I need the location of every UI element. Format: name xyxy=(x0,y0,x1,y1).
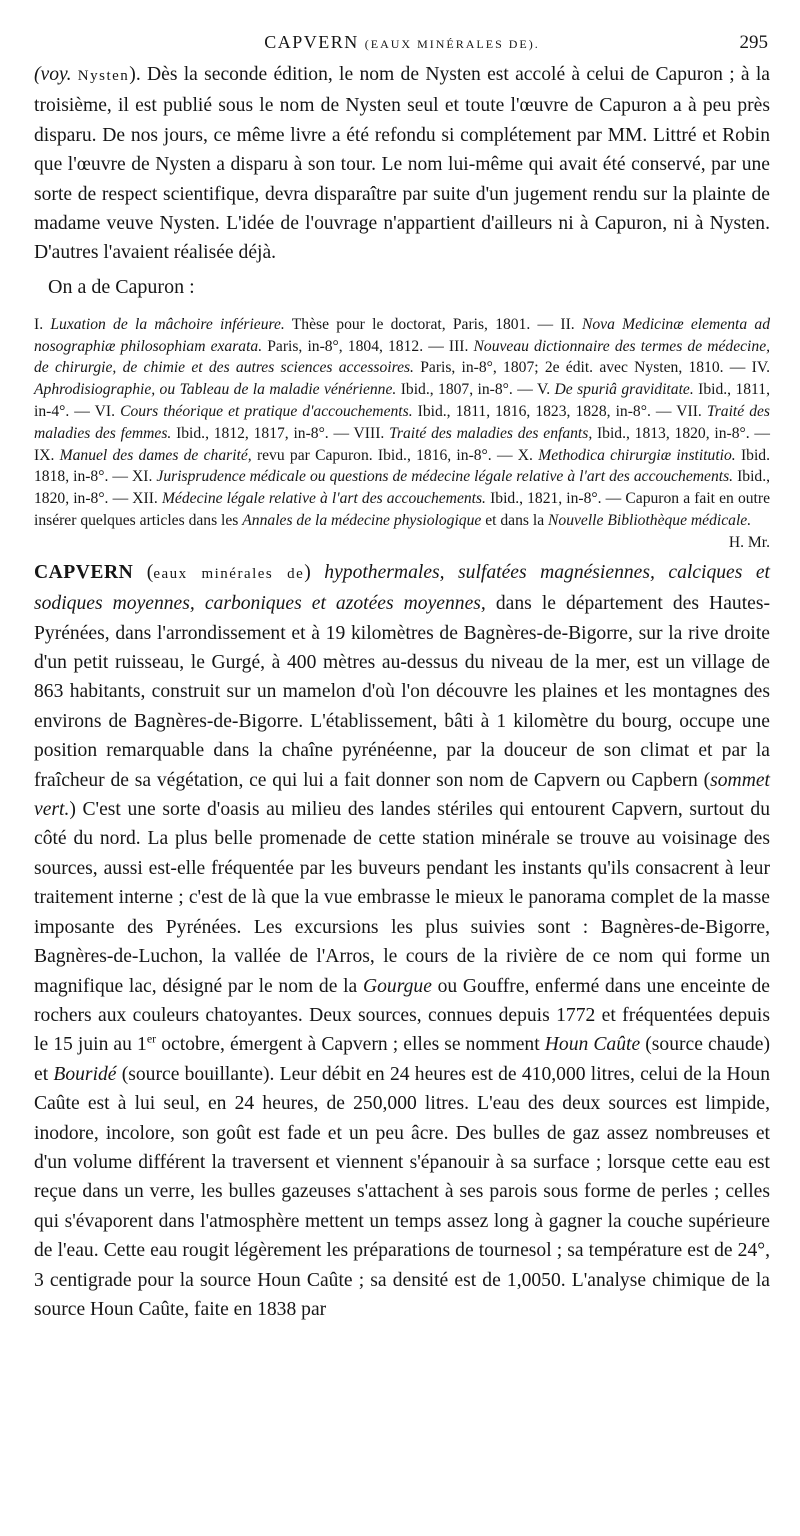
bibliography-paragraph xyxy=(34,314,771,551)
page-header xyxy=(34,26,770,60)
bib-title: Annales de la médecine physiologique xyxy=(242,512,482,530)
bib-title: Methodica chirurgiæ institutio. xyxy=(538,446,736,464)
article-headword: CAPVERN xyxy=(34,561,134,583)
bib-title: Aphrodisiographie, ou Tableau de la maladie vénérienne. xyxy=(34,381,397,399)
article-text: (source chaude) et xyxy=(34,1034,770,1085)
bib-text: I. xyxy=(34,315,51,333)
water-classification: hypothermales, sulfatées magnésiennes, calciques et sodiques moyennes, carboniques et azotées moyennes, xyxy=(34,561,770,615)
article-text: (source bouillante). Leur débit en 24 heures est de 410,000 litres, celui de la Houn Caûte est à lui seul, en 24 heures, de 250,000 litres. L'eau des deux sources est limpide, inodore, incolore, son goût est fade et un peu âcre. Des bulles de gaz assez nombreuses et d'un volume différent la traversent et viennent s'épanouir à sa surface ; lorsque cette eau est reçue dans un verre, les bulles gazeuses s'attachent à ses parois sous forme de perles ; celles qui s'évaporent dans l'atmosphère mettent un temps assez long à gagner la couche supérieure de l'eau. Cette eau rougit légèrement les préparations de tournesol ; sa température est de 24°, 3 centigrade pour la source Houn Caûte ; sa densité est de 1,0050. L'analyse chimique de la source Houn Caûte, faite en 1838 par xyxy=(34,1063,770,1320)
superscript: er xyxy=(146,1031,157,1046)
body-text xyxy=(34,60,770,302)
article-italic: sommet vert. xyxy=(34,769,770,821)
bib-title: Cours théorique et pratique d'accouchements. xyxy=(120,403,413,421)
author-signature: H. Mr. xyxy=(728,533,770,551)
page-number: 295 xyxy=(739,32,768,53)
article-italic: Gourgue xyxy=(362,975,432,997)
bib-title: Jurisprudence médicale ou questions de médecine légale relative à l'art des accouchements. xyxy=(156,468,734,486)
bib-title: Traité des maladies des enfants, xyxy=(389,424,593,442)
bib-text: Ibid., 1811, in-4°. — VI. xyxy=(34,381,770,421)
bib-text: Ibid., 1813, 1820, in-8°. — IX. xyxy=(34,424,770,464)
bib-text: Ibid., 1811, 1816, 1823, 1828, in-8°. — VII. xyxy=(412,403,707,421)
bib-title: Médecine légale relative à l'art des accouchements. xyxy=(161,490,486,508)
bib-title: Luxation de la mâchoire inférieure. xyxy=(50,315,285,333)
bib-title: Nouveau dictionnaire des termes de médecine, de chirurgie, de chimie et des autres sciences accessoires. xyxy=(34,337,771,377)
bib-text: Paris, in-8°, 1804, 1812. — III. xyxy=(262,337,474,355)
voy-ref: (voy. xyxy=(34,64,78,85)
running-head xyxy=(34,32,770,53)
headword-qualifier: eaux minérales de xyxy=(153,565,305,582)
article-capvern xyxy=(34,558,770,1325)
bib-text: Ibid., 1821, in-8°. — Capuron a fait en outre insérer quelques articles dans les xyxy=(34,490,770,530)
bib-text: revu par Capuron. Ibid., 1816, in-8°. — X. xyxy=(251,446,539,464)
bib-text: Ibid., 1812, 1817, in-8°. — VIII. xyxy=(171,424,390,442)
article-italic: Bouridé xyxy=(53,1063,117,1085)
bib-text: Paris, in-8°, 1807; 2e édit. avec Nysten, 1810. — IV. xyxy=(413,359,770,377)
article-text: octobre, émergent à Capvern ; elles se nomment xyxy=(156,1034,545,1056)
bib-text: Thèse pour le doctorat, Paris, 1801. — II. xyxy=(284,315,582,333)
bib-title: Nouvelle Bibliothèque médicale. xyxy=(548,512,752,530)
works-intro-label: On a de Capuron : xyxy=(48,275,195,298)
article-text: dans le département des Hautes-Pyrénées, dans l'arrondissement et à 19 kilomètres de Bagnères-de-Bigorre, sur la rive droite d'un petit ruisseau, le Gurgé, à 400 mètres au-dessus du niveau de la mer, est un village de 863 habitants, construit sur un mamelon d'où l'on découvre les plaines et les montagnes des environs de Bagnères-de-Bigorre. L'établissement, bâti à 1 kilomètre du bourg, occupe une position remarquable dans la chaîne pyrénéenne, par la douceur de son climat et par la fraîcheur de sa végétation, ce qui lui a fait donner son nom de Capvern ou Capbern ( xyxy=(34,593,770,791)
paren: ) xyxy=(304,561,325,583)
bib-title: Manuel des dames de charité, xyxy=(59,446,252,464)
article-paragraph xyxy=(34,558,770,1325)
bib-text: Ibid. 1818, in-8°. — XI. xyxy=(34,446,770,486)
intro-paragraph xyxy=(34,60,770,268)
running-head-subtitle: (EAUX MINÉRALES DE). xyxy=(364,37,540,51)
article-italic: Houn Caûte xyxy=(544,1034,641,1056)
bib-title: Traité des maladies des femmes. xyxy=(34,403,770,442)
article-text: ou Gouffre, enfermé dans une enceinte de rochers aux couleurs chatoyantes. Deux sources, connues depuis 1772 et fréquentées depuis le 15 juin au 1 xyxy=(34,975,770,1056)
bib-text: Ibid., 1820, in-8°. — XII. xyxy=(34,468,770,508)
bib-text: et dans la xyxy=(481,512,549,530)
paren: ( xyxy=(133,561,154,583)
bibliography xyxy=(34,314,771,551)
article-text: ) C'est une sorte d'oasis au milieu des landes stériles qui entourent Capvern, surtout du côté du nord. La plus belle promenade de cette station minérale se trouve au voisinage des sources, aussi est-elle fréquentée par les buveurs pendant les instants qu'ils consacrent à leur traitement interne ; c'est de là que la vue embrasse le mieux le panorama complet de la masse imposante des Pyrénées. Les excursions les plus suivies sont : Bagnères-de-Bigorre, Bagnères-de-Luchon, la vallée de l'Arros, le cours de la rivière de ce nom qui forme un magnifique lac, désigné par le nom de la xyxy=(34,799,770,997)
bib-title: Nova Medicinæ elementa ad nosographiæ philosophiam exarata. xyxy=(34,315,771,355)
intro-text: ). Dès la seconde édition, le nom de Nysten est accolé à celui de Capuron ; à la troisième, il est publié sous le nom de Nysten seul et toute l'œuvre de Capuron a à peu près disparu. De nos jours, ce même livre a été refondu si complétement par MM. Littré et Robin que l'œuvre de Nysten a disparu à son tour. Le nom lui-même qui avait été conservé, par une sorte de respect scientifique, devra disparaître par suite d'un jugement rendu sur la plainte de madame veuve Nysten. L'idée de l'ouvrage n'appartient d'ailleurs ni à Capuron, ni à Nysten. D'autres l'avaient réalisée déjà. xyxy=(34,64,770,264)
running-head-title: CAPVERN xyxy=(264,32,359,52)
bib-text: Ibid., 1807, in-8°. — V. xyxy=(396,381,555,399)
bib-title: De spuriâ graviditate. xyxy=(554,381,694,399)
nysten-smallcaps: Nysten xyxy=(77,68,130,84)
